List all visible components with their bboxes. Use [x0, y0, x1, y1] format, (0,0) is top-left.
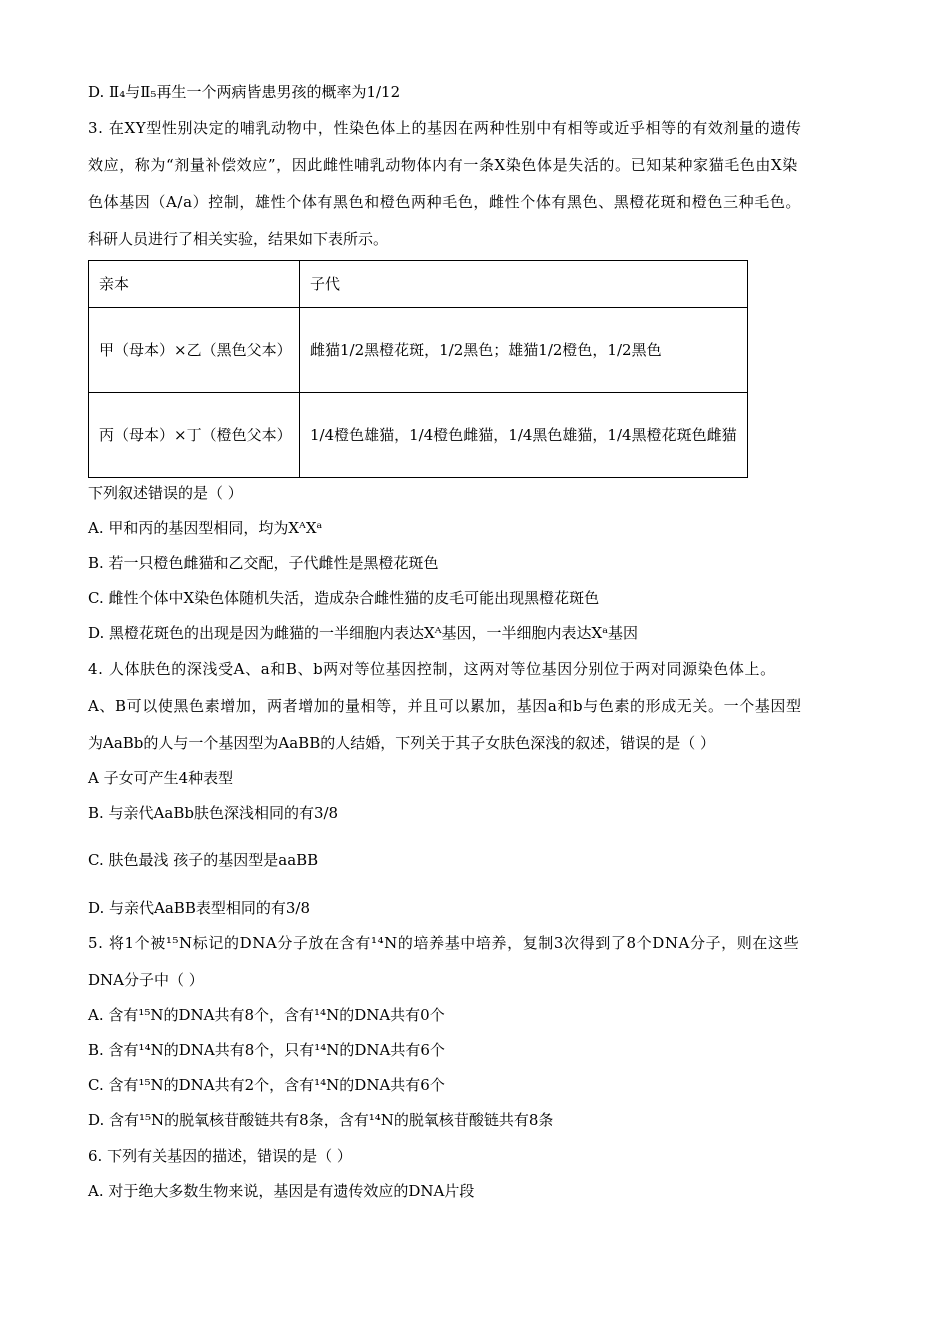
- q6-stem: 6. 下列有关基因的描述，错误的是（ ）: [88, 1147, 352, 1165]
- q3-option-d: D. 黑橙花斑色的出现是因为雌猫的一半细胞内表达Xᴬ基因，一半细胞内表达Xᵃ基因: [88, 624, 638, 642]
- q4-stem-line-3: 为AaBb的人与一个基因型为AaBB的人结婚，下列关于其子女肤色深浅的叙述，错误的是（ ）: [88, 734, 715, 752]
- q3-option-b: B. 若一只橙色雌猫和乙交配，子代雌性是黑橙花斑色: [88, 554, 439, 572]
- table-cell-offspring: 1/4橙色雄猫，1/4橙色雌猫，1/4黑色雄猫，1/4黑橙花斑色雌猫: [300, 393, 748, 478]
- q3-option-c: C. 雌性个体中X染色体随机失活，造成杂合雌性猫的皮毛可能出现黑橙花斑色: [88, 589, 600, 607]
- q6-option-a: A. 对于绝大多数生物来说，基因是有遗传效应的DNA片段: [88, 1182, 475, 1200]
- q5-option-a: A. 含有¹⁵N的DNA共有8个，含有¹⁴N的DNA共有0个: [88, 1006, 445, 1024]
- q4-stem-line-1: 4. 人体肤色的深浅受A、a和B、b两对等位基因控制，这两对等位基因分别位于两对同源染色体上。: [88, 660, 776, 678]
- q3-option-a: A. 甲和丙的基因型相同，均为XᴬXᵃ: [88, 519, 323, 537]
- q4-option-c: C. 肤色最浅 孩子的基因型是aaBB: [88, 851, 319, 869]
- q3-stem-line-3: 色体基因（A/a）控制，雄性个体有黑色和橙色两种毛色，雌性个体有黑色、黑橙花斑和橙色三种毛色。: [88, 193, 802, 211]
- table-cell-parent: 甲（母本）×乙（黑色父本）: [89, 308, 300, 393]
- q4-stem-line-2: A、B可以使黑色素增加，两者增加的量相等，并且可以累加，基因a和b与色素的形成无关。一个基因型: [88, 697, 802, 715]
- table-cell-parent: 丙（母本）×丁（橙色父本）: [89, 393, 300, 478]
- q3-stem-line-2: 效应，称为“剂量补偿效应”，因此雌性哺乳动物体内有一条X染色体是失活的。已知某种家猫毛色由X染: [88, 156, 798, 174]
- q2-option-d: D. Ⅱ₄与Ⅱ₅再生一个两病皆患男孩的概率为1/12: [88, 83, 401, 101]
- table-header-offspring: 子代: [300, 261, 748, 308]
- q4-option-d: D. 与亲代AaBB表型相同的有3/8: [88, 899, 310, 917]
- q5-option-b: B. 含有¹⁴N的DNA共有8个，只有¹⁴N的DNA共有6个: [88, 1041, 445, 1059]
- q3-experiment-table: [88, 260, 748, 478]
- q3-question: 下列叙述错误的是（ ）: [88, 484, 243, 502]
- q3-stem-line-4: 科研人员进行了相关实验，结果如下表所示。: [88, 230, 389, 248]
- table-header-parent: 亲本: [89, 261, 300, 308]
- q4-option-a: A 子女可产生4种表型: [88, 769, 234, 787]
- q5-option-c: C. 含有¹⁵N的DNA共有2个，含有¹⁴N的DNA共有6个: [88, 1076, 445, 1094]
- table-header-row: [89, 261, 748, 308]
- q5-stem-line-1: 5. 将1个被¹⁵N标记的DNA分子放在含有¹⁴N的培养基中培养，复制3次得到了8个DNA分子，则在这些: [88, 934, 800, 952]
- q4-option-b: B. 与亲代AaBb肤色深浅相同的有3/8: [88, 804, 339, 822]
- table-cell-offspring: 雌猫1/2黑橙花斑，1/2黑色；雄猫1/2橙色，1/2黑色: [300, 308, 748, 393]
- table-row: [89, 393, 748, 478]
- q3-stem-line-1: 3. 在XY型性别决定的哺乳动物中，性染色体上的基因在两种性别中有相等或近乎相等的有效剂量的遗传: [88, 119, 802, 137]
- q5-option-d: D. 含有¹⁵N的脱氧核苷酸链共有8条，含有¹⁴N的脱氧核苷酸链共有8条: [88, 1111, 554, 1129]
- q5-stem-line-2: DNA分子中（ ）: [88, 971, 204, 989]
- table-row: [89, 308, 748, 393]
